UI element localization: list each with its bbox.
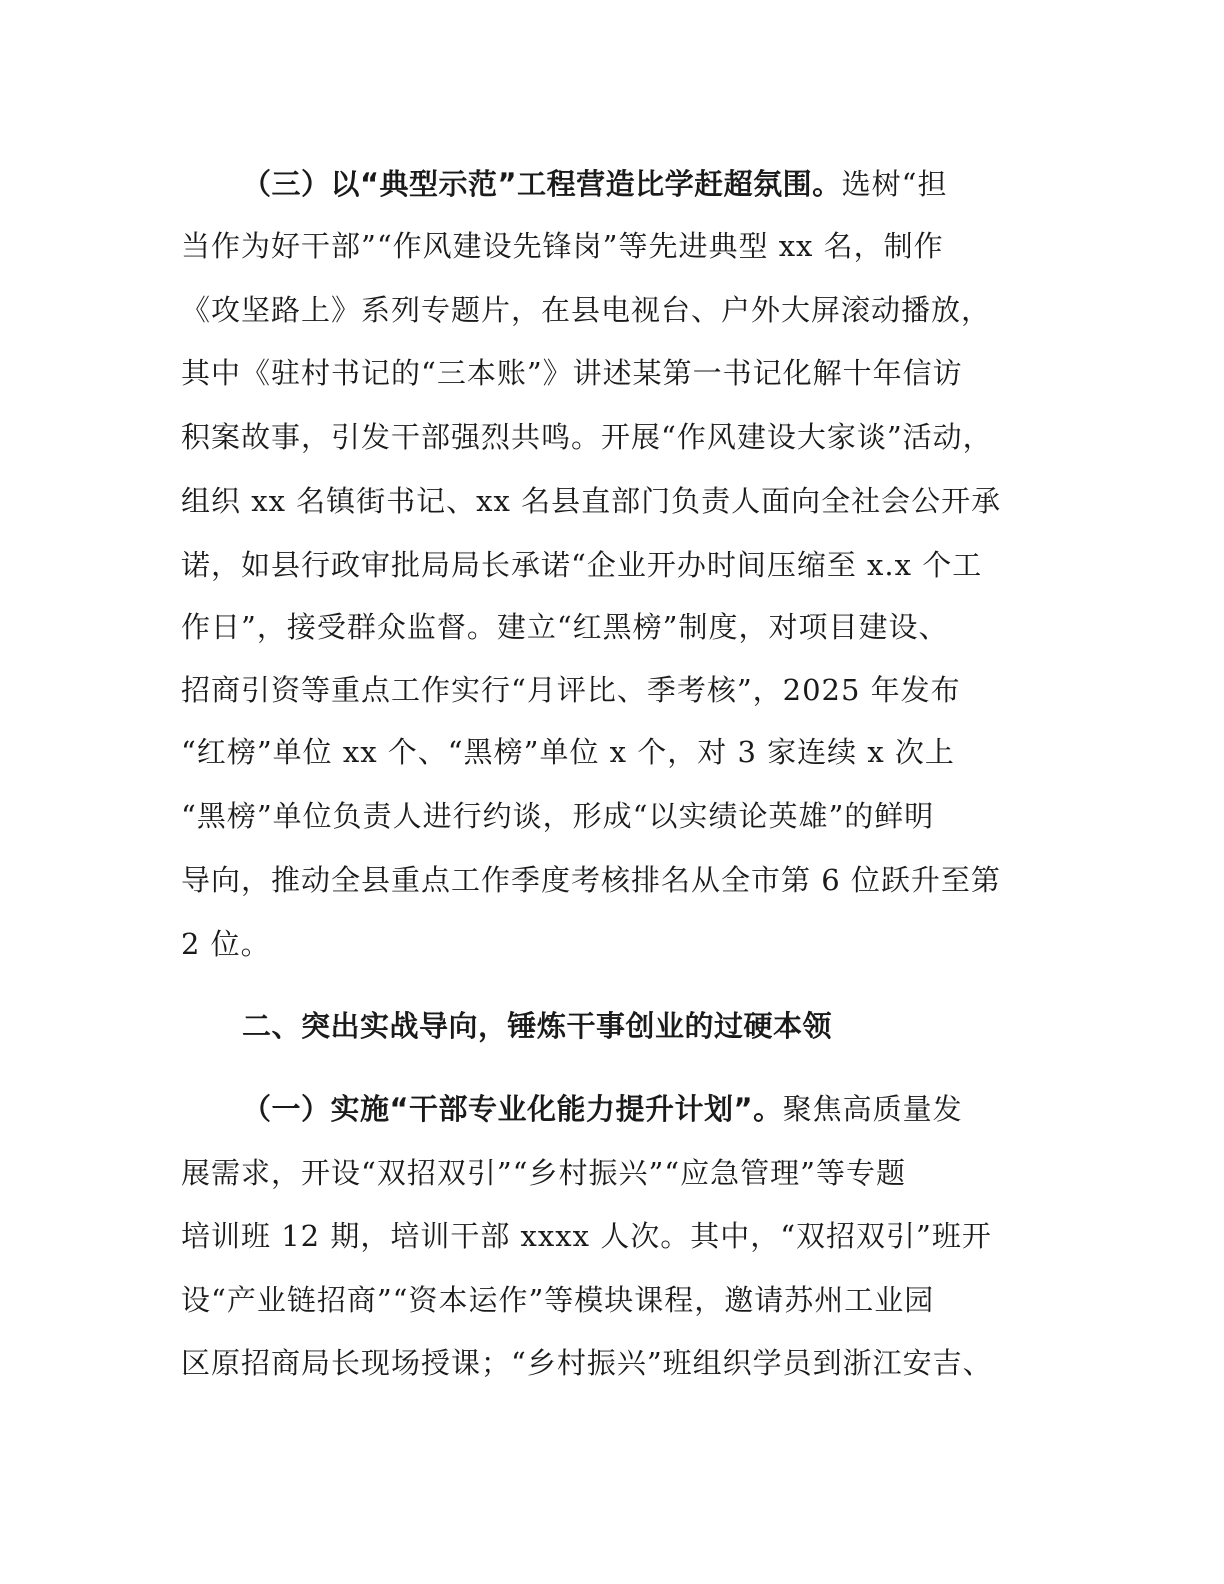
paragraph-3-line-11: “黑榜”单位负责人进行约谈，形成“以实绩论英雄”的鲜明 [181, 799, 935, 833]
paragraph-3-text: 选树“担 [841, 167, 948, 201]
paragraph-1-line-3: 培训班 12 期，培训干部 xxxx 人次。其中，“双招双引”班开 [181, 1219, 992, 1253]
paragraph-3-heading: （三）以“典型示范”工程营造比学赶超氛围。 [242, 167, 842, 201]
paragraph-1-line-1 [242, 1089, 963, 1129]
paragraph-1-line-5: 区原招商局长现场授课；“乡村振兴”班组织学员到浙江安吉、 [181, 1346, 993, 1380]
paragraph-3-line-13: 2 位。 [181, 927, 271, 961]
paragraph-1-text: 聚焦高质量发 [782, 1092, 963, 1126]
paragraph-3-line-9: 招商引资等重点工作实行“月评比、季考核”，2025 年发布 [181, 673, 961, 707]
paragraph-3-line-3: 《攻坚路上》系列专题片，在县电视台、户外大屏滚动播放， [181, 293, 992, 327]
paragraph-3-line-12: 导向，推动全县重点工作季度考核排名从全市第 6 位跃升至第 [181, 863, 1001, 897]
paragraph-3-line-6: 组织 xx 名镇街书记、xx 名县直部门负责人面向全社会公开承 [181, 484, 1002, 518]
paragraph-3-line-1 [242, 164, 947, 204]
paragraph-1-line-4: 设“产业链招商”“资本运作”等模块课程，邀请苏州工业园 [181, 1283, 935, 1317]
paragraph-3-line-2: 当作为好干部”“作风建设先锋岗”等先进典型 xx 名，制作 [181, 229, 944, 263]
paragraph-3-line-7: 诺，如县行政审批局局长承诺“企业开办时间压缩至 x.x 个工 [181, 548, 983, 582]
paragraph-1-line-2: 展需求，开设“双招双引”“乡村振兴”“应急管理”等专题 [181, 1156, 906, 1190]
section-2-heading: 二、突出实战导向，锤炼干事创业的过硬本领 [242, 1009, 833, 1043]
paragraph-3-line-8: 作日”，接受群众监督。建立“红黑榜”制度，对项目建设、 [181, 610, 949, 644]
paragraph-3-line-4: 其中《驻村书记的“三本账”》讲述某第一书记化解十年信访 [181, 356, 963, 390]
paragraph-3-line-5: 积案故事，引发干部强烈共鸣。开展“作风建设大家谈”活动， [181, 420, 993, 454]
paragraph-1-heading: （一）实施“干部专业化能力提升计划”。 [242, 1092, 783, 1126]
paragraph-3-line-10: “红榜”单位 xx 个、“黑榜”单位 x 个，对 3 家连续 x 次上 [181, 735, 955, 769]
